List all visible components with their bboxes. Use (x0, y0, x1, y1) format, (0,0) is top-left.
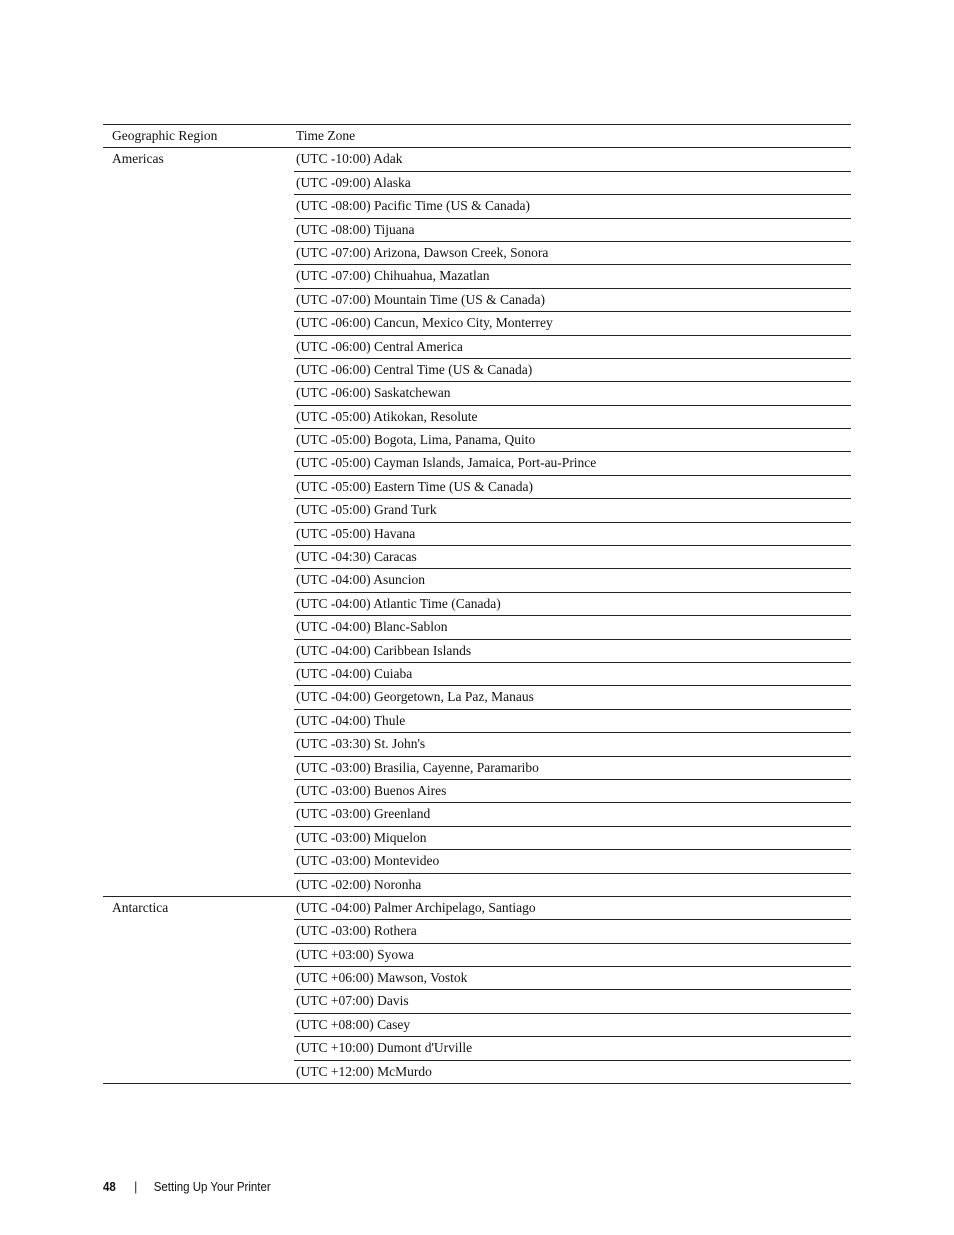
region-cell (103, 662, 294, 685)
table-row (103, 195, 851, 218)
region-cell (103, 709, 294, 732)
time-zone-cell: (UTC -02:00) Noronha (294, 873, 851, 896)
time-zone-cell: (UTC -04:00) Cuiaba (294, 662, 851, 685)
table-row (103, 920, 851, 943)
table-row (103, 990, 851, 1013)
table-row (103, 335, 851, 358)
time-zone-cell: (UTC +10:00) Dumont d'Urville (294, 1037, 851, 1060)
time-zone-cell: (UTC -03:30) St. John's (294, 733, 851, 756)
region-cell (103, 452, 294, 475)
region-cell (103, 1060, 294, 1083)
region-cell (103, 405, 294, 428)
region-cell (103, 1013, 294, 1036)
time-zone-cell: (UTC +07:00) Davis (294, 990, 851, 1013)
table-row (103, 779, 851, 802)
region-cell (103, 358, 294, 381)
footer-separator: | (134, 1180, 138, 1194)
region-cell (103, 288, 294, 311)
time-zone-cell: (UTC +06:00) Mawson, Vostok (294, 967, 851, 990)
region-cell (103, 616, 294, 639)
time-zone-cell: (UTC -03:00) Rothera (294, 920, 851, 943)
time-zone-cell: (UTC -08:00) Tijuana (294, 218, 851, 241)
time-zone-cell: (UTC -06:00) Central Time (US & Canada) (294, 358, 851, 381)
table-row (103, 148, 851, 171)
header-row (103, 125, 851, 148)
table-body (103, 148, 851, 1084)
table-row (103, 662, 851, 685)
table-row (103, 850, 851, 873)
table-row (103, 733, 851, 756)
table-row (103, 429, 851, 452)
table-row (103, 967, 851, 990)
table-row (103, 522, 851, 545)
table-row (103, 171, 851, 194)
region-cell (103, 475, 294, 498)
header-geographic-region: Geographic Region (103, 125, 294, 148)
time-zone-cell: (UTC -03:00) Brasilia, Cayenne, Paramaribo (294, 756, 851, 779)
time-zone-cell: (UTC +03:00) Syowa (294, 943, 851, 966)
time-zone-cell: (UTC -05:00) Grand Turk (294, 499, 851, 522)
region-cell (103, 920, 294, 943)
region-cell (103, 592, 294, 615)
table-row (103, 218, 851, 241)
region-cell (103, 1037, 294, 1060)
table-row (103, 312, 851, 335)
table-row (103, 873, 851, 896)
page-number: 48 (103, 1180, 116, 1194)
time-zone-cell: (UTC -04:00) Palmer Archipelago, Santiago (294, 896, 851, 919)
time-zone-cell: (UTC -05:00) Havana (294, 522, 851, 545)
time-zone-cell: (UTC -04:00) Asuncion (294, 569, 851, 592)
region-cell (103, 171, 294, 194)
table-row (103, 452, 851, 475)
table-row (103, 592, 851, 615)
region-cell: Americas (103, 148, 294, 171)
region-cell (103, 826, 294, 849)
time-zone-cell: (UTC -04:30) Caracas (294, 546, 851, 569)
region-cell (103, 382, 294, 405)
region-cell (103, 265, 294, 288)
region-cell (103, 312, 294, 335)
region-cell (103, 195, 294, 218)
time-zone-cell: (UTC -04:00) Caribbean Islands (294, 639, 851, 662)
table-row (103, 1013, 851, 1036)
time-zone-table (103, 124, 851, 1084)
header-time-zone: Time Zone (294, 125, 851, 148)
time-zone-cell: (UTC -03:00) Miquelon (294, 826, 851, 849)
time-zone-cell: (UTC -07:00) Mountain Time (US & Canada) (294, 288, 851, 311)
table-row (103, 241, 851, 264)
time-zone-cell: (UTC -09:00) Alaska (294, 171, 851, 194)
region-cell (103, 639, 294, 662)
footer-section-title: Setting Up Your Printer (153, 1180, 271, 1194)
table-row (103, 826, 851, 849)
time-zone-cell: (UTC -06:00) Cancun, Mexico City, Monterrey (294, 312, 851, 335)
region-cell (103, 499, 294, 522)
time-zone-cell: (UTC -05:00) Cayman Islands, Jamaica, Port-au-Prince (294, 452, 851, 475)
region-cell (103, 967, 294, 990)
table-header (103, 125, 851, 148)
table-row (103, 569, 851, 592)
table-row (103, 1060, 851, 1083)
time-zone-cell: (UTC -05:00) Bogota, Lima, Panama, Quito (294, 429, 851, 452)
region-cell (103, 803, 294, 826)
table-row (103, 475, 851, 498)
time-zone-cell: (UTC -10:00) Adak (294, 148, 851, 171)
table-row (103, 1037, 851, 1060)
time-zone-cell: (UTC -06:00) Saskatchewan (294, 382, 851, 405)
table-row (103, 943, 851, 966)
region-cell (103, 335, 294, 358)
region-cell (103, 429, 294, 452)
region-cell (103, 850, 294, 873)
region-cell (103, 943, 294, 966)
table-row (103, 288, 851, 311)
table-row (103, 358, 851, 381)
time-zone-cell: (UTC -05:00) Eastern Time (US & Canada) (294, 475, 851, 498)
region-cell (103, 873, 294, 896)
time-zone-cell: (UTC +12:00) McMurdo (294, 1060, 851, 1083)
table-row (103, 616, 851, 639)
region-cell (103, 733, 294, 756)
table-row (103, 382, 851, 405)
table-row (103, 756, 851, 779)
time-zone-cell: (UTC -04:00) Atlantic Time (Canada) (294, 592, 851, 615)
region-cell (103, 241, 294, 264)
table-row (103, 896, 851, 919)
time-zone-cell: (UTC -06:00) Central America (294, 335, 851, 358)
page-footer (103, 1180, 271, 1194)
time-zone-cell: (UTC -04:00) Thule (294, 709, 851, 732)
table-row (103, 265, 851, 288)
time-zone-cell: (UTC -08:00) Pacific Time (US & Canada) (294, 195, 851, 218)
time-zone-cell: (UTC +08:00) Casey (294, 1013, 851, 1036)
region-cell (103, 522, 294, 545)
time-zone-cell: (UTC -07:00) Arizona, Dawson Creek, Sonora (294, 241, 851, 264)
region-cell (103, 569, 294, 592)
time-zone-cell: (UTC -03:00) Montevideo (294, 850, 851, 873)
time-zone-cell: (UTC -03:00) Buenos Aires (294, 779, 851, 802)
region-cell (103, 686, 294, 709)
table-row (103, 546, 851, 569)
table-row (103, 709, 851, 732)
region-cell (103, 779, 294, 802)
table-row (103, 639, 851, 662)
time-zone-cell: (UTC -05:00) Atikokan, Resolute (294, 405, 851, 428)
time-zone-cell: (UTC -04:00) Georgetown, La Paz, Manaus (294, 686, 851, 709)
region-cell (103, 990, 294, 1013)
table-row (103, 803, 851, 826)
time-zone-cell: (UTC -07:00) Chihuahua, Mazatlan (294, 265, 851, 288)
table-row (103, 499, 851, 522)
time-zone-cell: (UTC -04:00) Blanc-Sablon (294, 616, 851, 639)
region-cell: Antarctica (103, 896, 294, 919)
table-row (103, 686, 851, 709)
time-zone-cell: (UTC -03:00) Greenland (294, 803, 851, 826)
region-cell (103, 546, 294, 569)
region-cell (103, 756, 294, 779)
region-cell (103, 218, 294, 241)
table-row (103, 405, 851, 428)
